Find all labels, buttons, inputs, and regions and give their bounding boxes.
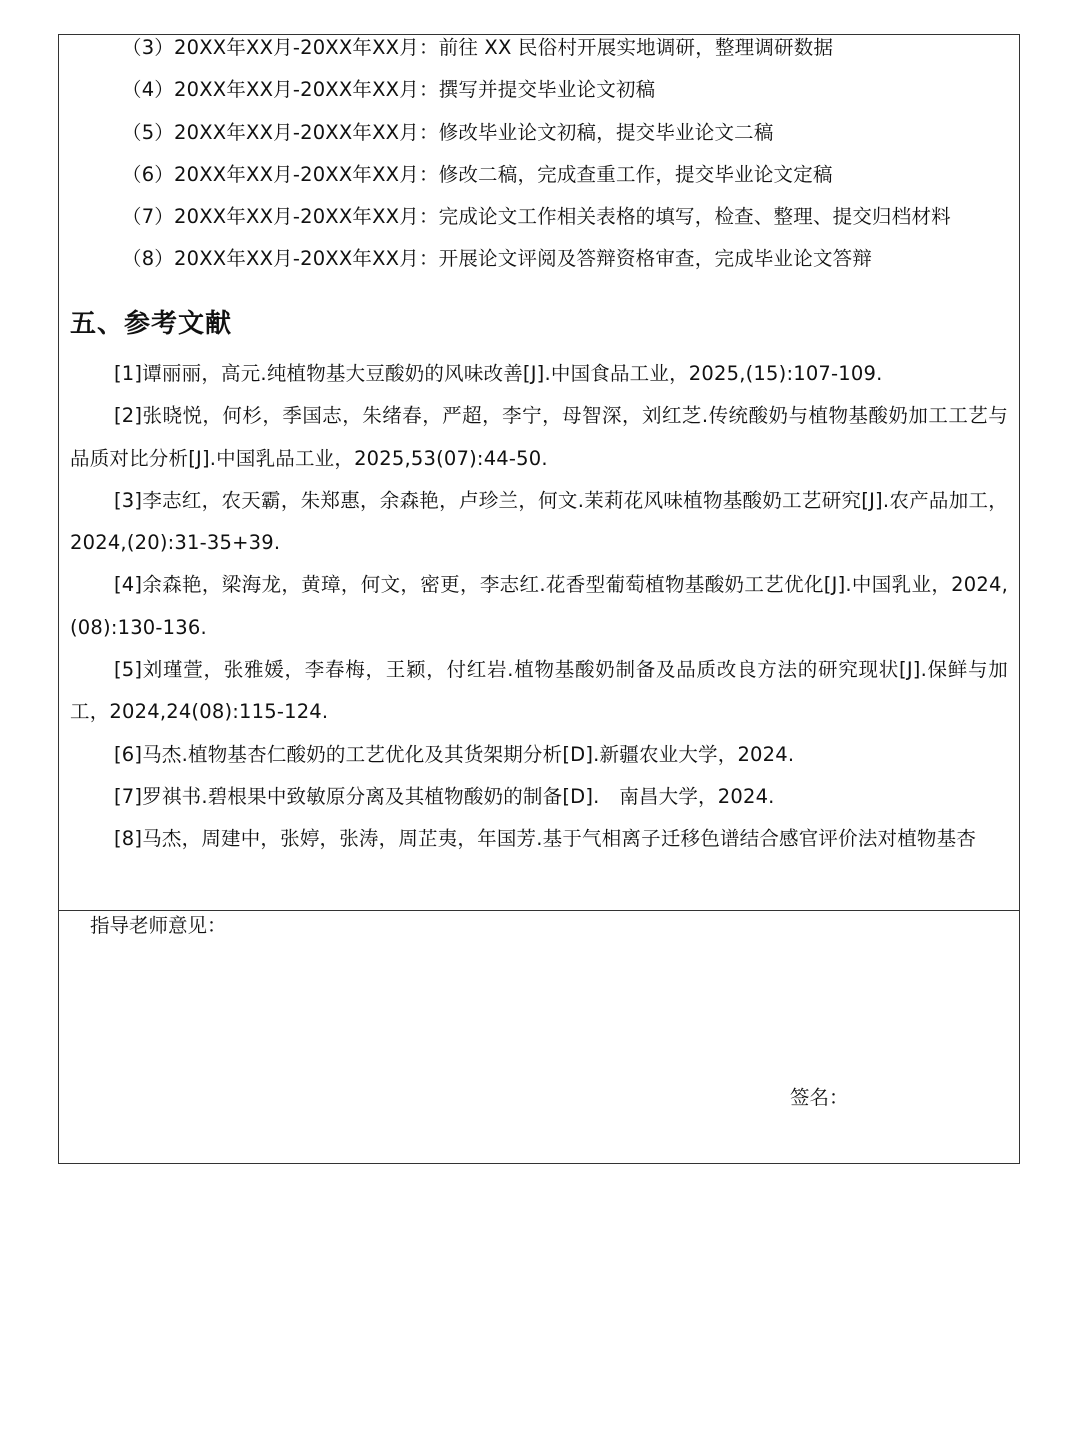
reference-item: [8]马杰，周建中，张婷，张涛，周芷夷，年国芳.基于气相离子迁移色谱结合感官评价法对植物基杏 [114,827,977,851]
reference-item: [7]罗祺书.碧根果中致敏原分离及其植物酸奶的制备[D]. 南昌大学，2024. [114,784,775,808]
reference-item: [3]李志红，农天霸，朱郑惠，余森艳，卢珍兰，何文.茉莉花风味植物基酸奶工艺研究[J].农产品加工，2024,(20):31-35+39. [70,488,1008,555]
schedule-list [122,31,951,285]
reference-item: [4]余森艳，梁海龙，黄璋，何文，密更，李志红.花香型葡萄植物基酸奶工艺优化[J].中国乳业，2024,(08):130-136. [70,573,1008,639]
schedule-item: （7）20XX年XX月-20XX年XX月：完成论文工作相关表格的填写，检查、整理、提交归档材料 [122,205,951,229]
reference-item: [6]马杰.植物基杏仁酸奶的工艺优化及其货架期分析[D].新疆农业大学，2024. [114,742,795,766]
signature-label: 签名： [790,1086,849,1109]
schedule-item: （4）20XX年XX月-20XX年XX月：撰写并提交毕业论文初稿 [122,78,656,102]
schedule-item: （6）20XX年XX月-20XX年XX月：修改二稿，完成查重工作，提交毕业论文定稿 [122,162,833,186]
advisor-opinion-label: 指导老师意见： [90,914,227,937]
schedule-item: （8）20XX年XX月-20XX年XX月：开展论文评阅及答辩资格审查，完成毕业论文答辩 [122,247,873,271]
reference-item: [2]张晓悦，何杉，季国志，朱绪春，严超，李宁，母智深，刘红芝.传统酸奶与植物基酸奶加工工艺与品质对比分析[J].中国乳品工业，2025,53(07):44-50. [70,404,1008,470]
schedule-item: （3）20XX年XX月-20XX年XX月：前往 XX 民俗村开展实地调研，整理调研数据 [122,36,834,59]
reference-list [70,353,1008,861]
references-heading: 五、参考文献 [70,309,233,339]
schedule-item: （5）20XX年XX月-20XX年XX月：修改毕业论文初稿，提交毕业论文二稿 [122,120,774,144]
schedule-and-references-cell [59,35,1019,911]
reference-item: [5]刘瑾萱，张雅媛，李春梅，王颖，付红岩.植物基酸奶制备及品质改良方法的研究现状[J].保鲜与加工，2024,24(08):115-124. [70,658,1008,724]
reference-item: [1]谭丽丽，高元.纯植物基大豆酸奶的风味改善[J].中国食品工业，2025,(15):107-109. [114,362,883,385]
proposal-form-table [58,34,1020,1164]
